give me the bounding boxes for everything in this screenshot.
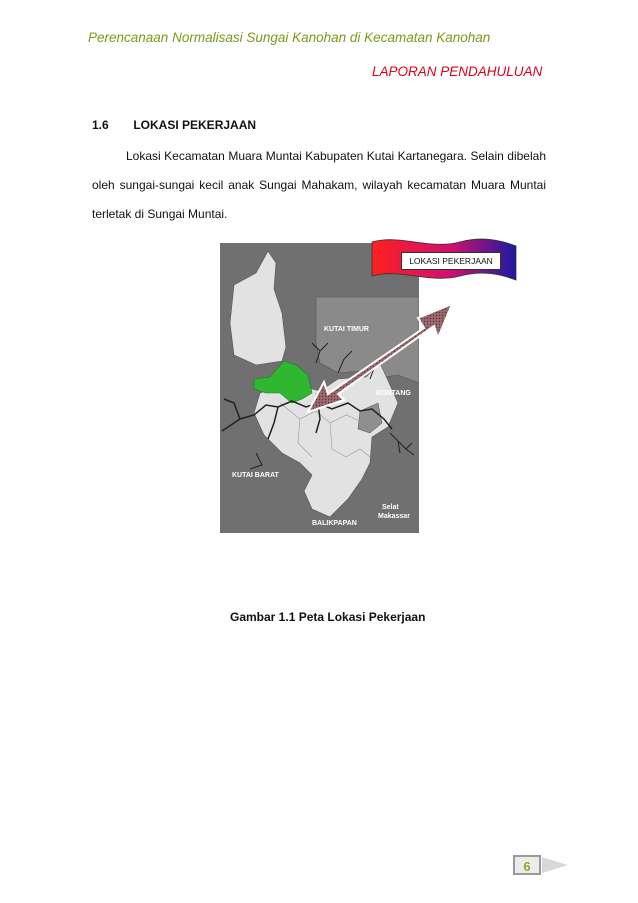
body-paragraph	[92, 142, 546, 229]
map-label-kutai-barat: KUTAI BARAT	[232, 472, 279, 479]
figure-caption: Gambar 1.1 Peta Lokasi Pekerjaan	[230, 610, 426, 624]
section-title: LOKASI PEKERJAAN	[133, 118, 257, 132]
section-heading	[92, 118, 256, 132]
page-number: 6	[513, 855, 541, 875]
map-label-kutai-timur: KUTAI TIMUR	[324, 326, 369, 333]
map-label-balikpapan: BALIKPAPAN	[312, 520, 357, 527]
paragraph-line-1: Lokasi Kecamatan Muara Muntai Kabupaten Kutai Kartanegara. Selain dibelah	[126, 149, 546, 163]
banner-label: LOKASI PEKERJAAN	[401, 252, 501, 270]
paragraph-line-3: terletak di Sungai Muntai.	[92, 207, 228, 221]
paragraph-line-2: oleh sungai-sungai kecil anak Sungai Mahakam, wilayah kecamatan Muara Muntai	[92, 178, 546, 192]
map-label-bontang: BONTANG	[376, 390, 411, 397]
header-title: Perencanaan Normalisasi Sungai Kanohan di Kecamatan Kanohan	[88, 30, 491, 45]
map-label-selat: Selat	[382, 504, 399, 511]
location-arrow	[300, 290, 460, 420]
header-report-label: LAPORAN PENDAHULUAN	[372, 64, 543, 79]
map-label-makassar: Makassar	[378, 513, 410, 520]
section-number: 1.6	[92, 118, 109, 132]
